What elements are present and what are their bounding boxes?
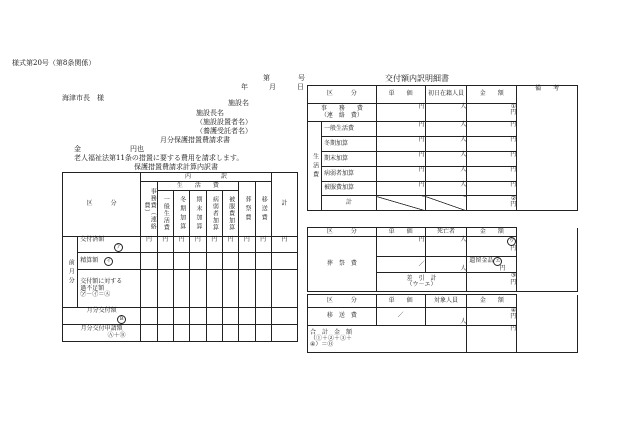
document-number: 第 号 <box>263 74 305 82</box>
detail-table-main: 区 分 単 価 初日在籍人員 金 額 備 考 事 務 費 （連 絡 費） 円 人 ① 円 生活費 一般生活費 円 人 円 冬期加算 円 人 円 期末加算 円 人 円 病弱者加算 円 人 円 被服費加算 円 人 円 計 ② 円 <box>307 85 578 211</box>
r-jimuhi: 事 務 費 （連 絡 費） <box>308 104 377 122</box>
detail-table-sosai: 区 分 単 価 死亡者 金 額 葬 祭 費 円 人 ウ 円 ／ 人 遺留金品 エ 円 差 引 計 （ウ－エ） ③ 円 <box>307 227 578 292</box>
col-ippan: 一般生活費 <box>162 196 170 231</box>
breakdown-subtitle: 保護措置費請求計算内訳書 <box>134 163 218 171</box>
row-shinsei: 月分交付申請額 Ⓐ＋Ⓑ <box>63 324 141 341</box>
recipient: 海津市長 様 <box>62 94 104 102</box>
col-toki: 冬期加算 <box>178 195 186 232</box>
col-byojaku: 病弱者加算 <box>211 196 219 231</box>
header-kubun: 区 分 <box>63 173 141 237</box>
label-seikatsuhi: 生活費 <box>311 152 319 180</box>
calculation-table: 区 分 内 訳 計 事務費（連絡費） 生 活 費 葬祭費 移送費 一般生活費 冬期加算 期末加算 病弱者加算 被服費加算 前月分 交付済額 ア 円 円 円 円 円 円 円 円 円 精算額 イ 交付額に対する 過不足額 ㋐－㋑＝Ⓐ 月分交付額 B 月分交付申請額 Ⓐ＋Ⓑ <box>62 172 298 342</box>
col-kimatsu: 期末加算 <box>195 195 203 232</box>
h-kubun: 区 分 <box>308 86 377 104</box>
row-koufu: 交付済額 ア <box>78 237 141 253</box>
care-recipient: （養護受託者名） <box>196 127 252 135</box>
request-statement: 老人福祉法第11条の措置に要する費用を請求します。 <box>74 154 244 162</box>
header-seikatsu: 生 活 費 <box>157 182 239 191</box>
request-title: 月分保護措置費請求書 <box>160 136 230 144</box>
h-biko: 備 考 <box>517 86 578 211</box>
row-fusoku: 交付額に対する 過不足額 ㋐－㋑＝Ⓐ <box>78 270 141 308</box>
col-jimuhi: 事務費（連絡費） <box>142 188 157 230</box>
h-kingaku: 金 額 <box>467 86 517 104</box>
row-seisan: 精算額 イ <box>78 253 141 270</box>
facility-head: 施設長名 <box>196 109 224 117</box>
r-isohi: 移 送 費 <box>308 308 377 326</box>
detail-table-iso: 区 分 単 価 対象人員 金 額 移 送 費 ／ 人 ④ 円 合 計 金 額 （①＋②＋③＋ ④）＝Ⓑ 円 <box>307 294 578 353</box>
r-sashihiki: 差 引 計 （ウ－エ） <box>376 273 467 292</box>
h-zaiseki: 初日在籍人員 <box>425 86 467 104</box>
document-date: 年 月 日 <box>241 83 304 91</box>
request-amount: 金 円也 <box>74 145 144 153</box>
form-label: 様式第20号（第8条関係） <box>12 59 96 67</box>
header-breakdown: 内 訳 <box>141 173 272 182</box>
row-getsu-koufu: 月分交付額 B <box>63 308 141 324</box>
label-zengetsu: 前月分 <box>67 258 75 286</box>
header-total: 計 <box>271 173 297 237</box>
col-isohi: 移送費 <box>260 195 268 223</box>
h-tanka: 単 価 <box>376 86 425 104</box>
r-sosaihi: 葬 祭 費 <box>308 237 377 292</box>
facility-installer: （施設設置者名） <box>196 118 252 126</box>
r-gokei: 合 計 金 額 （①＋②＋③＋ ④）＝Ⓑ <box>308 326 467 353</box>
facility-name: 施設名 <box>228 99 249 107</box>
col-hifuku: 被服費加算 <box>227 196 235 231</box>
col-sosaihi: 葬祭費 <box>243 195 251 223</box>
detail-title: 交付額内訳明細書 <box>385 74 449 83</box>
